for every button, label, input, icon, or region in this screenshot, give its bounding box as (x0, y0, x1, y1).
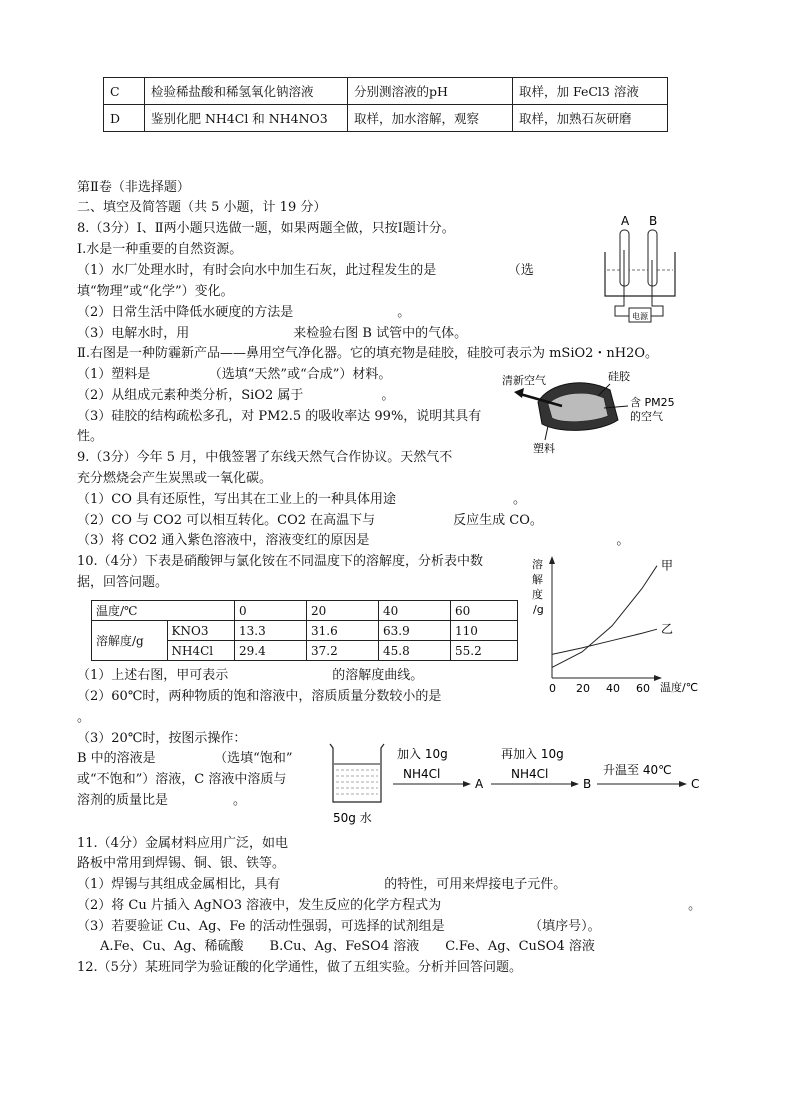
tube-label-b: B (649, 214, 658, 228)
q8-intro: 8.（3分）Ⅰ、Ⅱ两小题只选做一题，如果两题全做，只按Ⅰ题计分。 (77, 221, 455, 236)
q8-1-cont: 填“物理”或“化学”）变化。 (77, 284, 234, 299)
section-subtitle: 二、填空及简答题（共 5 小题，计 19 分） (77, 200, 327, 215)
step1-top: 加入 10g (397, 747, 448, 761)
q11-3: （3）若要验证 Cu、Ag、Fe 的活动性强弱，可选择的试剂组是 （填序号）。 (77, 919, 601, 934)
table-row (92, 621, 518, 641)
q10-3: （3）20℃时，按图示操作： (77, 731, 247, 746)
q10-1: （1）上述右图，甲可表示 的溶解度曲线。 (77, 668, 424, 683)
section-title: 第Ⅱ卷（非选择题） (77, 180, 190, 195)
x-tick-label: 20 (576, 682, 590, 695)
y-axis-arrow (549, 556, 555, 564)
step1-arrowhead (463, 781, 471, 787)
value-cell: 45.8 (379, 641, 451, 661)
value-cell: 13.3 (235, 621, 307, 641)
q11-intro-cont: 路板中常用到焊锡、铜、银、铁等。 (77, 856, 286, 871)
q9-3: （3）将 CO2 通入紫色溶液中，溶液变红的原因是 。 (77, 533, 630, 548)
y-label-3: 度 (532, 588, 543, 601)
pm-air-label-1: 含 PM25 (630, 396, 675, 409)
table-row (92, 601, 518, 621)
q8-1: （1）水厂处理水时，有时会向水中加生石灰，此过程发生的是 （选 (77, 263, 534, 278)
value-cell: 110 (451, 621, 518, 641)
power-label: 电源 (632, 312, 648, 321)
q10-intro: 10.（4分）下表是硝酸钾与氯化铵在不同温度下的溶解度，分析表中数 (77, 554, 483, 569)
temp-cell: 40 (379, 601, 451, 621)
q11-intro: 11.（4分）金属材料应用广泛，如电 (77, 836, 288, 851)
node-b: B (583, 777, 592, 791)
q10-intro-cont: 据，回答问题。 (77, 575, 169, 590)
pm-air-label-2: 的空气 (630, 410, 663, 423)
x-label: 温度/℃ (660, 681, 699, 694)
step3-arrowhead (679, 781, 687, 787)
q8-3: （3）电解水时，用 来检验右图 B 试管中的气体。 (77, 326, 468, 341)
q8-ii-3-cont: 性。 (77, 429, 104, 444)
y-label-4: /g (533, 603, 544, 616)
q8-ii-3: （3）硅胶的结构疏松多孔，对 PM2.5 的吸收率达 99%，说明其具有 (77, 409, 482, 424)
q8-ii-1: （1）塑料是 （选填“天然”或“合成”）材料。 (77, 367, 392, 382)
solubility-row-label: 溶解度/g (92, 621, 168, 661)
trough (605, 252, 675, 296)
step1-bottom: NH4Cl (403, 767, 441, 781)
x-tick-label: 40 (606, 682, 620, 695)
q11-options: A.Fe、Cu、Ag、稀硫酸 B.Cu、Ag、FeSO4 溶液 C.Fe、Ag、CuSO4 溶液 (100, 939, 595, 954)
step2-arrowhead (571, 781, 579, 787)
q11-1: （1）焊锡与其组成金属相比，具有 的特性，可用来焊接电子元件。 (77, 877, 567, 892)
q8-part1: Ⅰ.水是一种重要的自然资源。 (77, 242, 243, 257)
clean-air-label: 清新空气 (502, 374, 546, 387)
beaker (330, 744, 384, 802)
q10-3-c: 溶剂的质量比是 。 (77, 793, 247, 808)
q10-3-b: 或“不饱和”）溶液，C 溶液中溶质与 (77, 772, 287, 787)
clean-air-arrowhead (514, 388, 524, 398)
value-cell: 55.2 (451, 641, 518, 661)
silica-label: 硅胶 (608, 370, 630, 383)
series-label: 乙 (661, 622, 674, 637)
q12-intro: 12.（5分）某班同学为验证酸的化学通性，做了五组实验。分析并回答问题。 (77, 960, 522, 975)
row-label: C (104, 78, 145, 105)
value-cell: 31.6 (307, 621, 379, 641)
q11-2: （2）将 Cu 片插入 AgNO3 溶液中，发生反应的化学方程式为 。 (77, 898, 702, 913)
row-label: D (104, 105, 145, 132)
row-item: 鉴别化肥 NH4Cl 和 NH4NO3 (145, 105, 348, 132)
purifier-figure (500, 362, 680, 457)
row-method-1: 分别测溶液的pH (348, 78, 513, 105)
step2-top: 再加入 10g (501, 747, 564, 761)
value-cell: 63.9 (379, 621, 451, 641)
beaker-water-lines (336, 770, 378, 794)
q10-3-a: B 中的溶液是 （选填“饱和” (77, 751, 293, 766)
row-method-1: 取样，加水溶解，观察 (348, 105, 513, 132)
tube-label-a: A (621, 214, 630, 228)
plastic-label: 塑料 (533, 442, 555, 455)
solubility-table (91, 600, 518, 661)
x-tick-label: 0 (549, 682, 556, 695)
electrolysis-figure (595, 210, 685, 328)
value-cell: 29.4 (235, 641, 307, 661)
step3-top: 升温至 40℃ (603, 763, 672, 777)
substance-name: NH4Cl (167, 641, 234, 661)
temp-cell: 0 (235, 601, 307, 621)
temp-cell: 20 (307, 601, 379, 621)
y-label-2: 解 (532, 573, 543, 586)
solubility-chart (528, 552, 703, 697)
q9-intro: 9.（3分）今年 5 月，中俄签署了东线天然气合作协议。天然气不 (77, 450, 453, 465)
node-a: A (475, 777, 484, 791)
q8-part2: Ⅱ.右图是一种防霾新产品——鼻用空气净化器。它的填充物是硅胶，硅胶可表示为 mSiO2・nH2O。 (77, 346, 659, 361)
y-label-1: 溶 (532, 558, 543, 571)
temp-header: 温度/℃ (92, 601, 235, 621)
substance-name: KNO3 (167, 621, 234, 641)
x-tick-label: 60 (636, 682, 650, 695)
q9-1: （1）CO 具有还原性，写出其在工业上的一种具体用途 。 (77, 492, 527, 507)
row-method-2: 取样，加 FeCl3 溶液 (513, 78, 668, 105)
series-label: 甲 (661, 558, 674, 573)
q9-intro-cont: 充分燃烧会产生炭黑或一氧化碳。 (77, 471, 273, 486)
q10-2-cont: 。 (77, 710, 91, 725)
plastic-pointer (545, 426, 548, 440)
q9-2: （2）CO 与 CO2 可以相互转化。CO2 在高温下与 反应生成 CO。 (77, 513, 543, 528)
operation-figure (325, 740, 725, 830)
value-cell: 37.2 (307, 641, 379, 661)
top-options-table (103, 77, 668, 132)
q8-2: （2）日常生活中降低水硬度的方法是 。 (77, 305, 411, 320)
row-method-2: 取样，加熟石灰研磨 (513, 105, 668, 132)
row-item: 检验稀盐酸和稀氢氧化钠溶液 (145, 78, 348, 105)
q10-2: （2）60℃时，两种物质的饱和溶液中，溶质质量分数较小的是 (77, 689, 442, 704)
table-row (104, 78, 668, 105)
beaker-label: 50g 水 (333, 811, 372, 825)
q8-ii-2: （2）从组成元素种类分析，SiO2 属于 。 (77, 388, 395, 403)
temp-cell: 60 (451, 601, 518, 621)
step2-bottom: NH4Cl (511, 767, 549, 781)
series-line-jia (552, 566, 657, 668)
table-row (104, 105, 668, 132)
node-c: C (691, 777, 700, 791)
